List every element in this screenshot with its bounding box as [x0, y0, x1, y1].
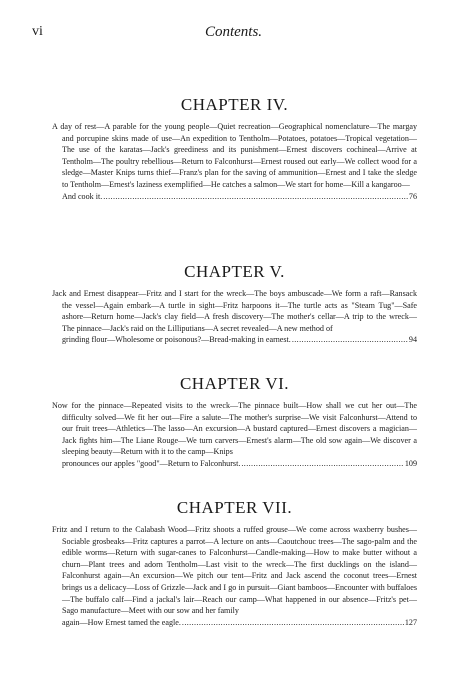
summary-last-line: grinding flour—Wholesome or poisonous?—Bread-making in earnest.: [62, 335, 291, 345]
toc-entry-line[interactable]: [52, 334, 417, 346]
chapter-heading: CHAPTER IV.: [180, 95, 289, 114]
page-reference: 76: [408, 191, 417, 201]
chapter-heading: CHAPTER V.: [184, 262, 285, 281]
dot-leader: [103, 191, 408, 203]
chapter-heading: CHAPTER VII.: [176, 498, 293, 517]
toc-entry-line[interactable]: [52, 458, 417, 470]
summary-last-line: pronounces our apples "good"—Return to Falconhurst.: [62, 458, 241, 468]
chapter-section: [52, 498, 417, 628]
chapter-summary: Fritz and I return to the Calabash Wood—Fritz shoots a ruffed grouse—We come across waxberry bushes—Sociable grosbeaks—Fritz captures a parrot—A lecture on ants—Caoutchouc trees—The sago-palm and the edible worms—Return with sugar-canes to Falconhurst—Candle-making—How to make butter without a churn—Plant trees and adorn Tentholm—Last visit to the wreck—The first ducklings on the island—Falconhurst again—An excursion—We pitch our tent—Fritz and Jack ascend the coconut trees—Ernest brings us a delicacy—Loss of Grizzle—Jack and I go in pursuit—Giant bamboos—Encounter with buffaloes—The buffalo calf—Find a jackal's lair—Reach our camp—What happened in our absence—Fritz's pet—Sago manufacture—Meet with our sow and her family: [52, 525, 417, 616]
chapter-summary: Now for the pinnace—Repeated visits to the wreck—The pinnace built—How shall we cut her out—The difficulty solved—We fit her out—Fire a salute—The mother's surprise—We visit Falconhurst—Attend to our fruit trees—Athletics—The lasso—An excursion—A bustard captured—Ernest discovers a magician—Jack fights him—The Liane Rouge—We turn carvers—Ernest's alarm—The old sow again—We discover a sleeping beauty—Return with it to the camp—Knips: [52, 401, 417, 457]
running-title: Contents.: [204, 24, 263, 40]
summary-last-line: And cook it.: [62, 191, 103, 201]
chapter-section: [52, 95, 417, 202]
chapter-heading: CHAPTER VI.: [179, 374, 290, 393]
running-head: [32, 24, 435, 42]
toc-entry-line[interactable]: [52, 617, 417, 629]
page-reference: 127: [404, 617, 417, 627]
dot-leader: [182, 617, 404, 629]
dot-leader: [292, 334, 408, 346]
chapter-summary: A day of rest—A parable for the young people—Quiet recreation—Geographical nomenclature—The margay and porcupine skins made of use—An expedition to Tentholm—Potatoes, potatoes—Tropical vegetation—The use of the karatas—Jack's greediness and its punishment—Ernest discovers cochineal—Arrive at Tentholm—The poultry rebellious—Return to Falconhurst—Ernest roused out early—We collect wood for a sledge—Master Knips turns thief—Franz's plan for the saving of ammunition—Ernest and I take the sledge to Tentholm—Ernest's laziness exemplified—He catches a salmon—We start for home—Kill a kangaroo—: [52, 122, 417, 189]
page-reference: 109: [404, 458, 417, 468]
summary-last-line: again—How Ernest tamed the eagle.: [62, 617, 181, 627]
chapter-summary: Jack and Ernest disappear—Fritz and I start for the wreck—The boys ambuscade—We form a raft—Ransack the vessel—Again embark—A turtle in sight—Fritz harpoons it—The turtle acts as "Steam Tug"—Safe ashore—Return home—Jack's clay field—A fresh discovery—The mother's cellar—A trip to the wreck—The pinnace—Jack's raid on the Lilliputians—A secret revealed—A new method of: [52, 289, 417, 333]
toc-entry-line[interactable]: [52, 191, 417, 203]
page-reference: 94: [408, 335, 417, 345]
chapter-section: [52, 262, 417, 346]
chapter-section: [52, 374, 417, 470]
page-number: vi: [32, 24, 43, 39]
dot-leader: [241, 458, 404, 470]
